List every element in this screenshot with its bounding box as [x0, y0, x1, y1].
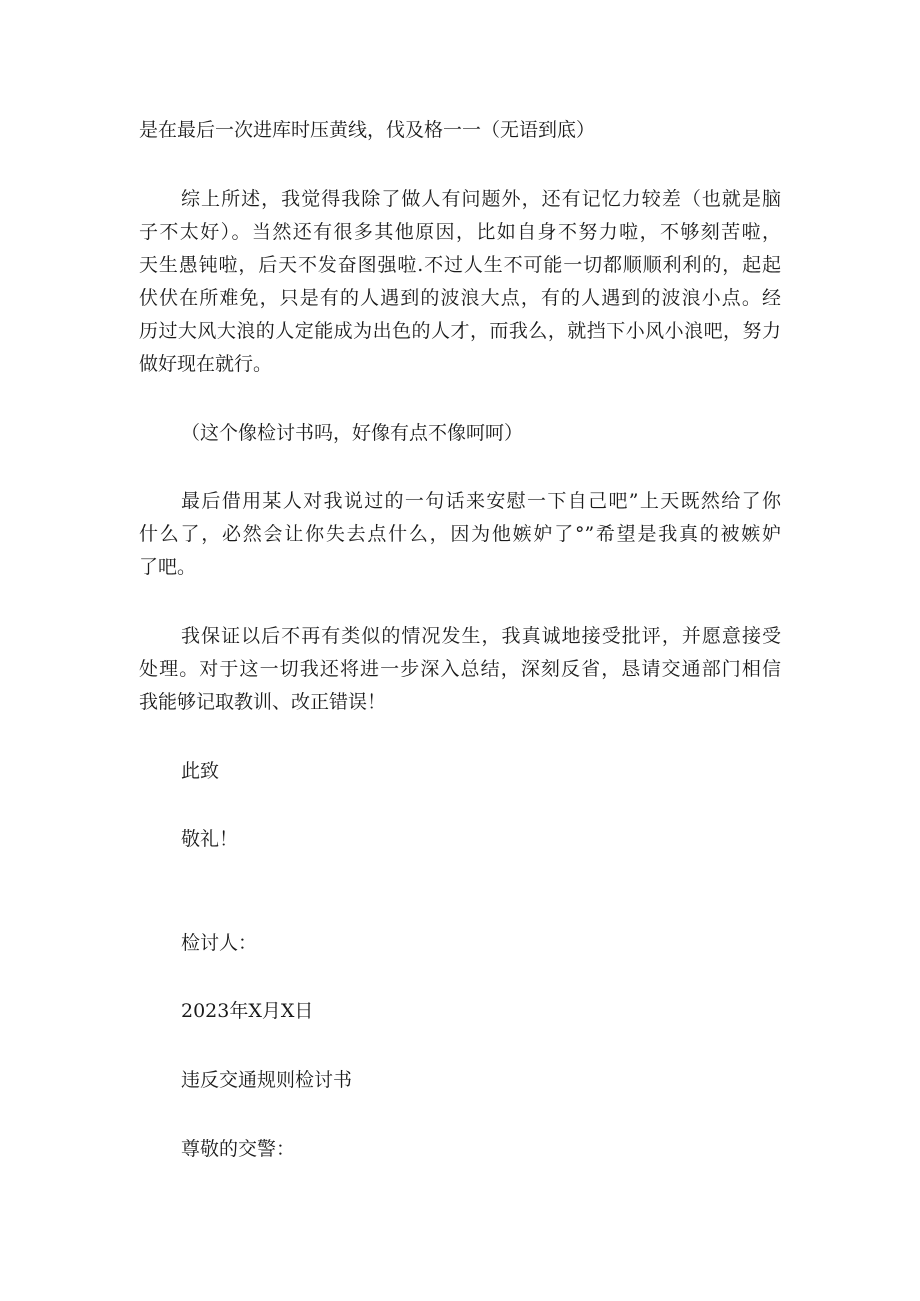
signer-label: 检讨人：	[181, 932, 258, 954]
paragraph-line: 处理。对于这一切我还将进一步深入总结，深刻反省，恳请交通部门相信	[139, 658, 781, 680]
date-line: 2023年X月X日	[181, 1000, 314, 1022]
paragraph-line: 子不太好）。当然还有很多其他原因，比如自身不努力啦，不够刻苦啦，	[139, 221, 781, 243]
paragraph-line: 综上所述，我觉得我除了做人有问题外，还有记忆力较差（也就是脑	[181, 188, 781, 210]
section-title: 违反交通规则检讨书	[181, 1069, 353, 1091]
closing-regards: 敬礼！	[181, 828, 239, 850]
paragraph-line: 什么了，必然会让你失去点什么，因为他嫉妒了°”希望是我真的被嫉妒	[139, 523, 781, 545]
paragraph-line: 了吧。	[139, 556, 197, 578]
closing-salutation: 此致	[181, 760, 220, 782]
paragraph-line: 做好现在就行。	[139, 353, 273, 375]
paragraph-line: （这个像检讨书吗，好像有点不像呵呵）	[181, 422, 524, 444]
salutation: 尊敬的交警：	[181, 1138, 296, 1160]
paragraph-line: 伏伏在所难免，只是有的人遇到的波浪大点，有的人遇到的波浪小点。经	[139, 287, 781, 309]
paragraph-line: 是在最后一次进库时压黄线，伐及格一一（无语到底）	[139, 119, 596, 141]
paragraph-line: 天生愚钝啦，后天不发奋图强啦.不过人生不可能一切都顺顺利利的，起起	[139, 254, 781, 276]
paragraph-line: 我能够记取教训、改正错误！	[139, 691, 387, 713]
paragraph-line: 最后借用某人对我说过的一句话来安慰一下自己吧”上天既然给了你	[181, 490, 781, 512]
paragraph-line: 我保证以后不再有类似的情况发生，我真诚地接受批评，并愿意接受	[181, 625, 781, 647]
paragraph-line: 历过大风大浪的人定能成为出色的人才，而我么，就挡下小风小浪吧，努力	[139, 320, 781, 342]
